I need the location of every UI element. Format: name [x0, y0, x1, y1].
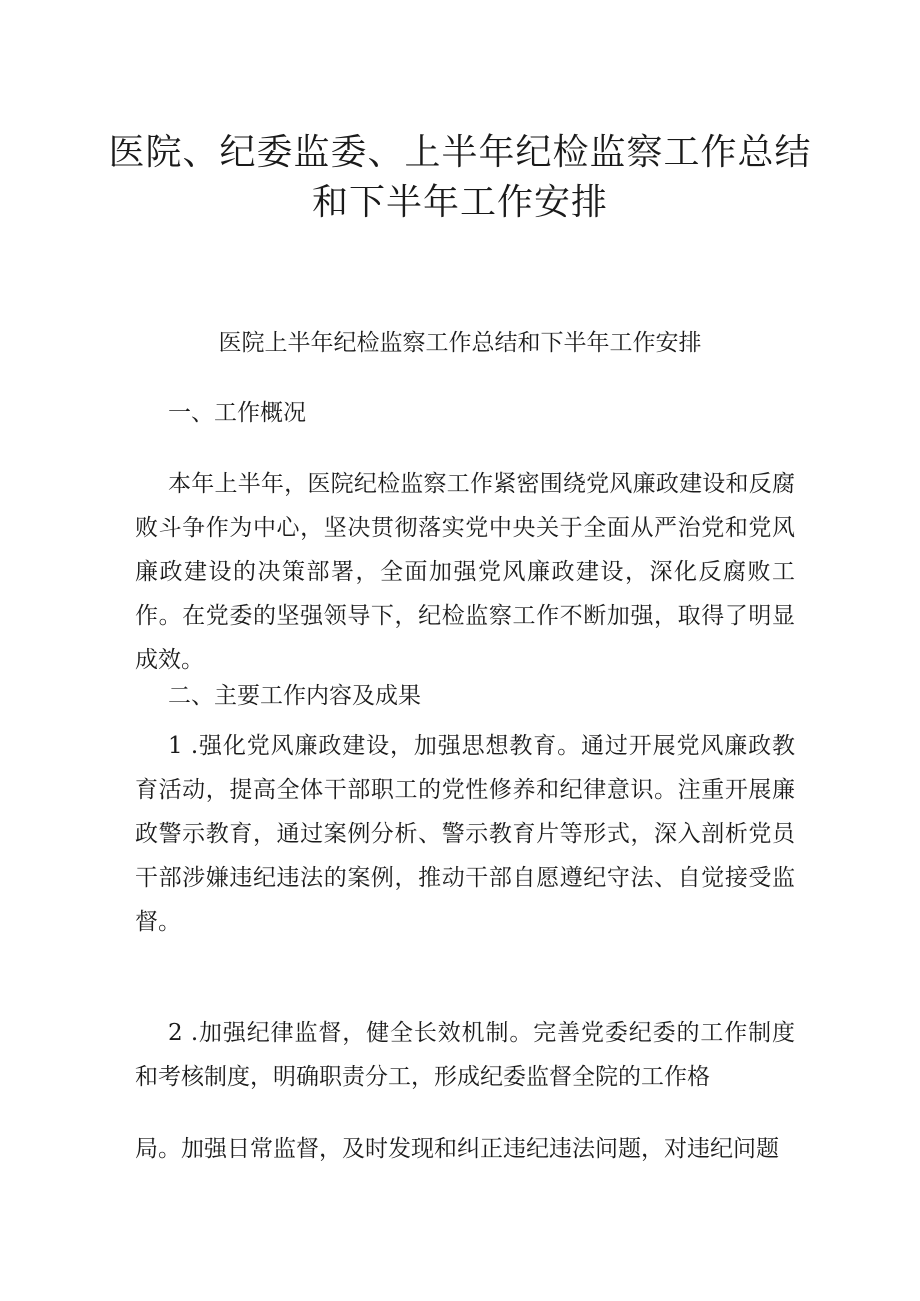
document-subtitle: 医院上半年纪检监察工作总结和下半年工作安排: [218, 330, 702, 356]
document-title: [0, 128, 920, 228]
item-2-paragraph: 2 .加强纪律监督，健全长效机制。完善党委纪委的工作制度和考核制度，明确职责分工，形成纪委监督全院的工作格: [135, 1020, 795, 1090]
section-2-heading: 二、主要工作内容及成果: [168, 683, 421, 709]
continuation-paragraph: 局。加强日常监督，及时发现和纠正违纪违法问题，对违纪问题: [135, 1136, 779, 1162]
section-1-heading: 一、工作概况: [168, 400, 306, 426]
section-1-paragraph: 本年上半年，医院纪检监察工作紧密围绕党风廉政建设和反腐败斗争作为中心，坚决贯彻落实党中央关于全面从严治党和党风廉政建设的决策部署，全面加强党风廉政建设，深化反腐败工作。在党委的坚强领导下，纪检监察工作不断加强，取得了明显成效。: [135, 471, 795, 673]
document-title-line-2: 和下半年工作安排: [311, 182, 608, 223]
document-title-line-1: 医院、纪委监委、上半年纪检监察工作总结: [108, 132, 812, 173]
item-1-paragraph: 1 .强化党风廉政建设，加强思想教育。通过开展党风廉政教育活动，提高全体干部职工的党性修养和纪律意识。注重开展廉政警示教育，通过案例分析、警示教育片等形式，深入剖析党员干部涉嫌违纪违法的案例，推动干部自愿遵纪守法、自觉接受监督。: [135, 733, 795, 935]
